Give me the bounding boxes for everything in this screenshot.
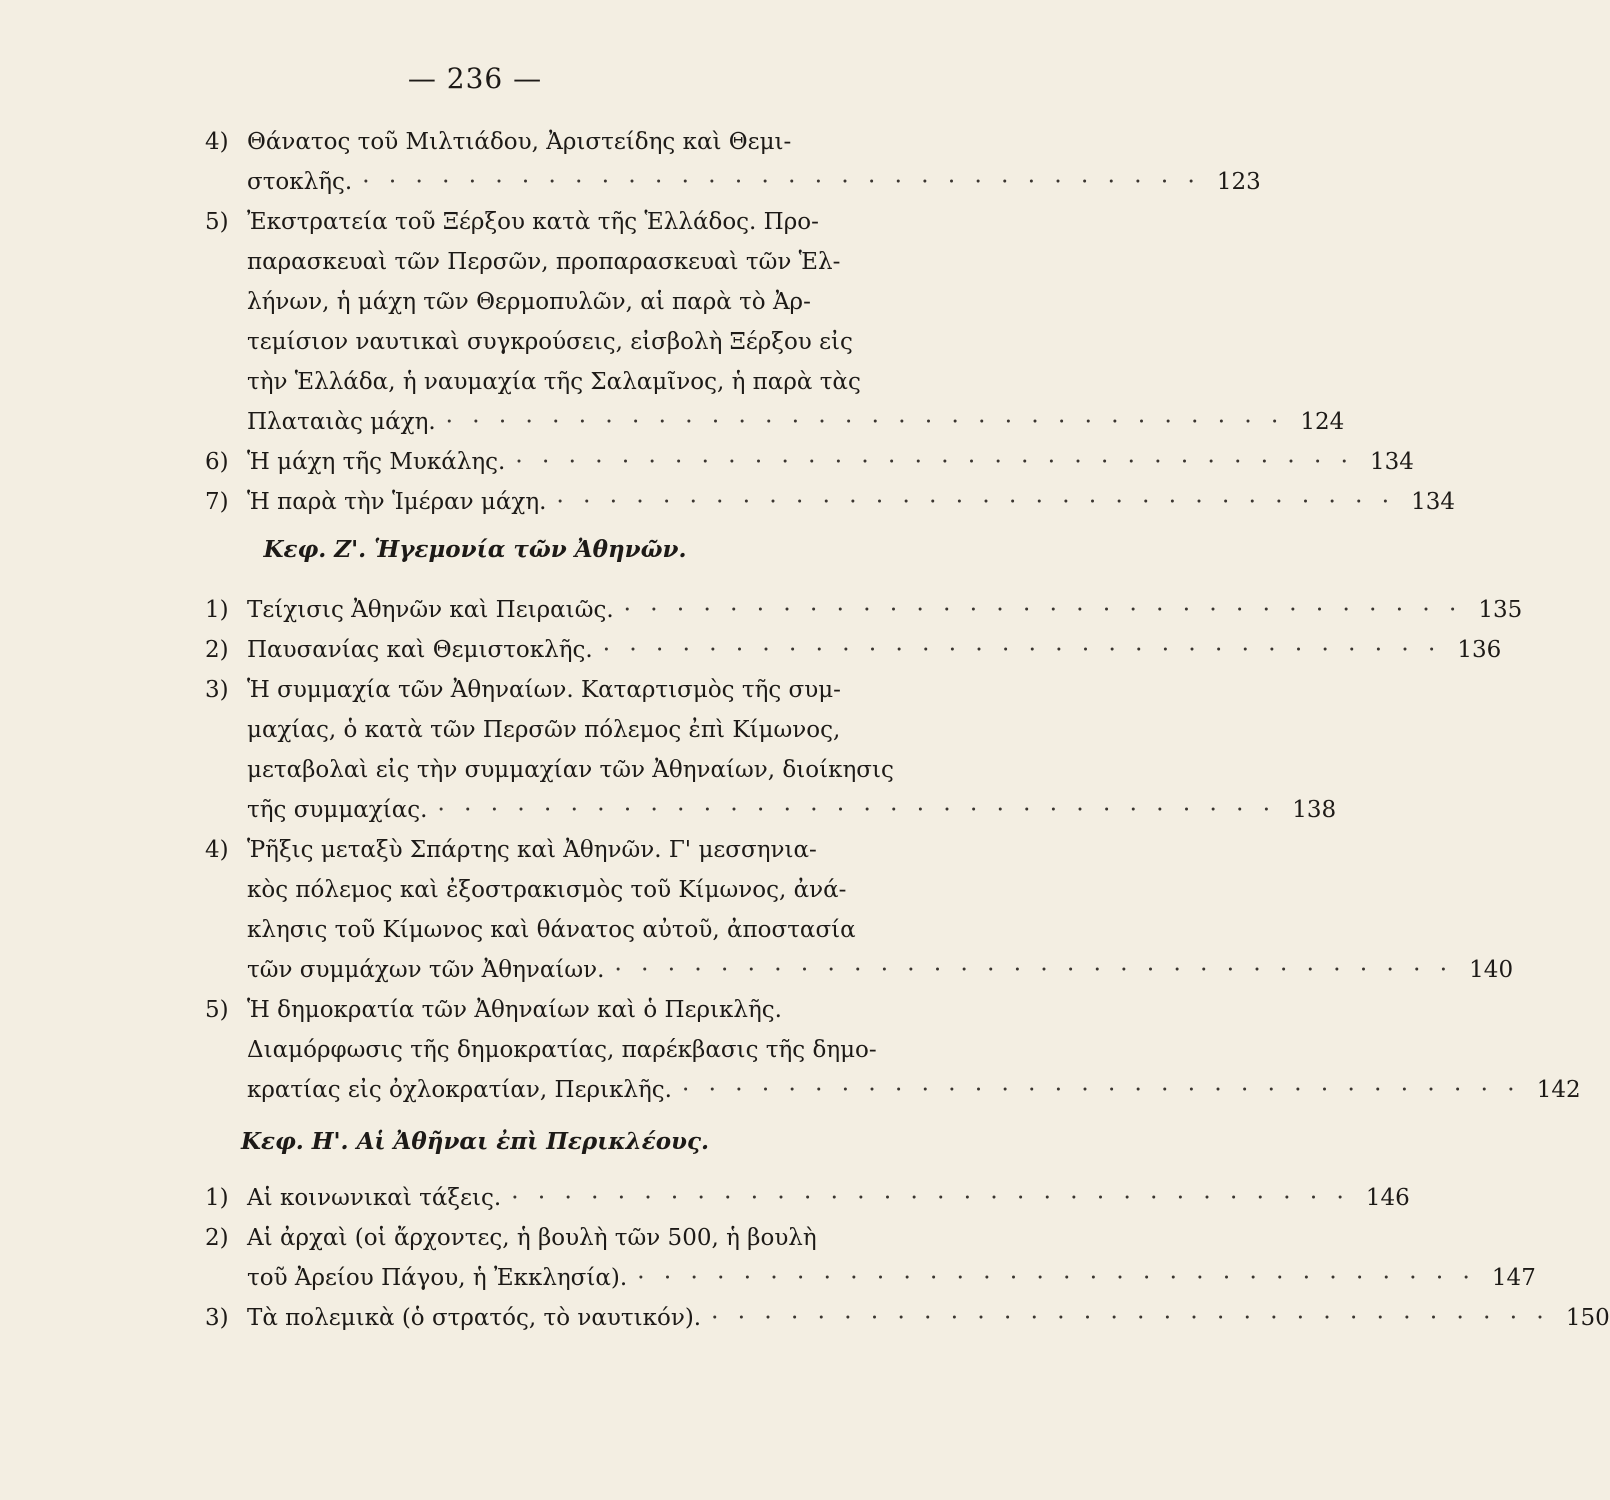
entry-text: Ἡ μάχη τῆς Μυκάλης. xyxy=(247,449,506,475)
entry-text: κὸς πόλεμος καὶ ἐξοστρακισμὸς τοῦ Κίμωνος, ἀνά- xyxy=(247,877,847,903)
entry-page-number: 150 xyxy=(1565,1305,1610,1331)
entry-page-number: 135 xyxy=(1478,597,1523,623)
toc-entry xyxy=(205,202,1345,442)
entry-number: 4) xyxy=(205,129,229,155)
leader-dots: · · · · · · · · · · · · · · · · · · · · · · · · · · · · · · · · xyxy=(556,489,1396,515)
entry-text: Ῥῆξις μεταξὺ Σπάρτης καὶ Ἀθηνῶν. Γ' μεσσηνια- xyxy=(247,837,817,863)
entry-text: τῆς συμμαχίας. xyxy=(247,797,428,823)
toc-section xyxy=(205,122,1456,522)
entry-page-number: 138 xyxy=(1292,797,1337,823)
entry-text: τῶν συμμάχων τῶν Ἀθηναίων. xyxy=(247,957,605,983)
toc-entry xyxy=(205,122,1261,202)
chapter-heading: Κεφ. Ζ'. Ἡγεμονία τῶν Ἀθηνῶν. xyxy=(263,536,687,563)
entry-text: μεταβολαὶ εἰς τὴν συμμαχίαν τῶν Ἀθηναίων, διοίκησις xyxy=(247,757,894,783)
entry-page-number: 147 xyxy=(1491,1265,1536,1291)
entry-page-number: 142 xyxy=(1536,1077,1581,1103)
entry-page-number: 134 xyxy=(1370,449,1414,475)
entry-text: Αἱ κοινωνικαὶ τάξεις. xyxy=(247,1185,502,1211)
toc-entry xyxy=(205,1178,1410,1218)
toc-entry xyxy=(205,830,1514,990)
leader-dots: · · · · · · · · · · · · · · · · · · · · · · · · · · · · · · · · xyxy=(602,637,1442,663)
toc-section xyxy=(205,1178,1610,1338)
toc-entry xyxy=(205,482,1456,522)
leader-dots: · · · · · · · · · · · · · · · · · · · · · · · · · · · · · · · · xyxy=(515,449,1354,475)
entry-text: Ἡ παρὰ τὴν Ἱμέραν μάχη. xyxy=(247,489,547,515)
entry-text: κλησις τοῦ Κίμωνος καὶ θάνατος αὐτοῦ, ἀποστασία xyxy=(247,917,856,943)
entry-text: Ἡ δημοκρατία τῶν Ἀθηναίων καὶ ὁ Περικλῆς. xyxy=(247,997,782,1023)
leader-dots: · · · · · · · · · · · · · · · · · · · · · · · · · · · · · · · · xyxy=(637,1265,1476,1291)
entry-page-number: 124 xyxy=(1300,409,1345,435)
entry-page-number: 134 xyxy=(1411,489,1456,515)
toc-entry xyxy=(205,670,1337,830)
entry-number: 1) xyxy=(205,1185,229,1211)
toc-section xyxy=(205,590,1581,1110)
entry-text: στοκλῆς. xyxy=(247,169,353,195)
entry-text: Τείχισις Ἀθηνῶν καὶ Πειραιῶς. xyxy=(247,597,614,623)
entry-text: Ἡ συμμαχία τῶν Ἀθηναίων. Καταρτισμὸς τῆς συμ- xyxy=(247,677,841,703)
entry-text: Διαμόρφωσις τῆς δημοκρατίας, παρέκβασις τῆς δημο- xyxy=(247,1037,877,1063)
entry-text: τεμίσιον ναυτικαὶ συγκρούσεις, εἰσβολὴ Ξέρξου εἰς xyxy=(247,329,853,355)
entry-text: κρατίας εἰς ὀχλοκρατίαν, Περικλῆς. xyxy=(247,1077,672,1103)
leader-dots: · · · · · · · · · · · · · · · · · · · · · · · · · · · · · · · · xyxy=(614,957,1454,983)
leader-dots: · · · · · · · · · · · · · · · · · · · · · · · · · · · · · · · · xyxy=(511,1185,1350,1211)
entry-page-number: 146 xyxy=(1365,1185,1410,1211)
entry-text: Τὰ πολεμικὰ (ὁ στρατός, τὸ ναυτικόν). xyxy=(247,1305,702,1331)
entry-text: Αἱ ἀρχαὶ (οἱ ἄρχοντες, ἡ βουλὴ τῶν 500, ἡ βουλὴ xyxy=(247,1225,817,1251)
entry-number: 6) xyxy=(205,449,229,475)
entry-text: τὴν Ἑλλάδα, ἡ ναυμαχία τῆς Σαλαμῖνος, ἡ παρὰ τὰς xyxy=(247,369,861,395)
entry-page-number: 123 xyxy=(1216,169,1261,195)
toc-entry xyxy=(205,630,1502,670)
entry-text: Ἐκστρατεία τοῦ Ξέρξου κατὰ τῆς Ἑλλάδος. Προ- xyxy=(247,209,819,235)
entry-text: παρασκευαὶ τῶν Περσῶν, προπαρασκευαὶ τῶν Ἑλ- xyxy=(247,249,841,275)
page-number: — 236 — xyxy=(407,62,543,95)
entry-text: λήνων, ἡ μάχη τῶν Θερμοπυλῶν, αἱ παρὰ τὸ Ἀρ- xyxy=(247,289,811,315)
leader-dots: · · · · · · · · · · · · · · · · · · · · · · · · · · · · · · · · xyxy=(623,597,1463,623)
entry-text: Παυσανίας καὶ Θεμιστοκλῆς. xyxy=(247,637,593,663)
entry-number: 5) xyxy=(205,209,229,235)
entry-page-number: 136 xyxy=(1457,637,1502,663)
entry-text: Πλαταιὰς μάχη. xyxy=(247,409,436,435)
entry-text: μαχίας, ὁ κατὰ τῶν Περσῶν πόλεμος ἐπὶ Κίμωνος, xyxy=(247,717,841,743)
entry-number: 2) xyxy=(205,1225,229,1251)
leader-dots: · · · · · · · · · · · · · · · · · · · · · · · · · · · · · · · · xyxy=(445,409,1285,435)
entry-number: 7) xyxy=(205,489,229,515)
entry-number: 1) xyxy=(205,597,229,623)
leader-dots: · · · · · · · · · · · · · · · · · · · · · · · · · · · · · · · · xyxy=(711,1305,1550,1331)
entry-number: 3) xyxy=(205,677,229,703)
entry-number: 5) xyxy=(205,997,229,1023)
entry-number: 2) xyxy=(205,637,229,663)
toc-entry xyxy=(205,1218,1536,1298)
entry-text: Θάνατος τοῦ Μιλτιάδου, Ἀριστείδης καὶ Θεμι- xyxy=(247,129,792,155)
toc-entry xyxy=(205,990,1581,1110)
toc-entry xyxy=(205,590,1523,630)
entry-number: 3) xyxy=(205,1305,229,1331)
chapter-heading: Κεφ. Η'. Αἱ Ἀθῆναι ἐπὶ Περικλέους. xyxy=(240,1128,710,1155)
toc-entry xyxy=(205,1298,1610,1338)
toc-entry xyxy=(205,442,1414,482)
leader-dots: · · · · · · · · · · · · · · · · · · · · · · · · · · · · · · · · xyxy=(681,1077,1521,1103)
leader-dots: · · · · · · · · · · · · · · · · · · · · · · · · · · · · · · · · xyxy=(437,797,1277,823)
entry-number: 4) xyxy=(205,837,229,863)
leader-dots: · · · · · · · · · · · · · · · · · · · · · · · · · · · · · · · · xyxy=(362,169,1201,195)
entry-text: τοῦ Ἀρείου Πάγου, ἡ Ἐκκλησία). xyxy=(247,1265,628,1291)
entry-page-number: 140 xyxy=(1469,957,1514,983)
